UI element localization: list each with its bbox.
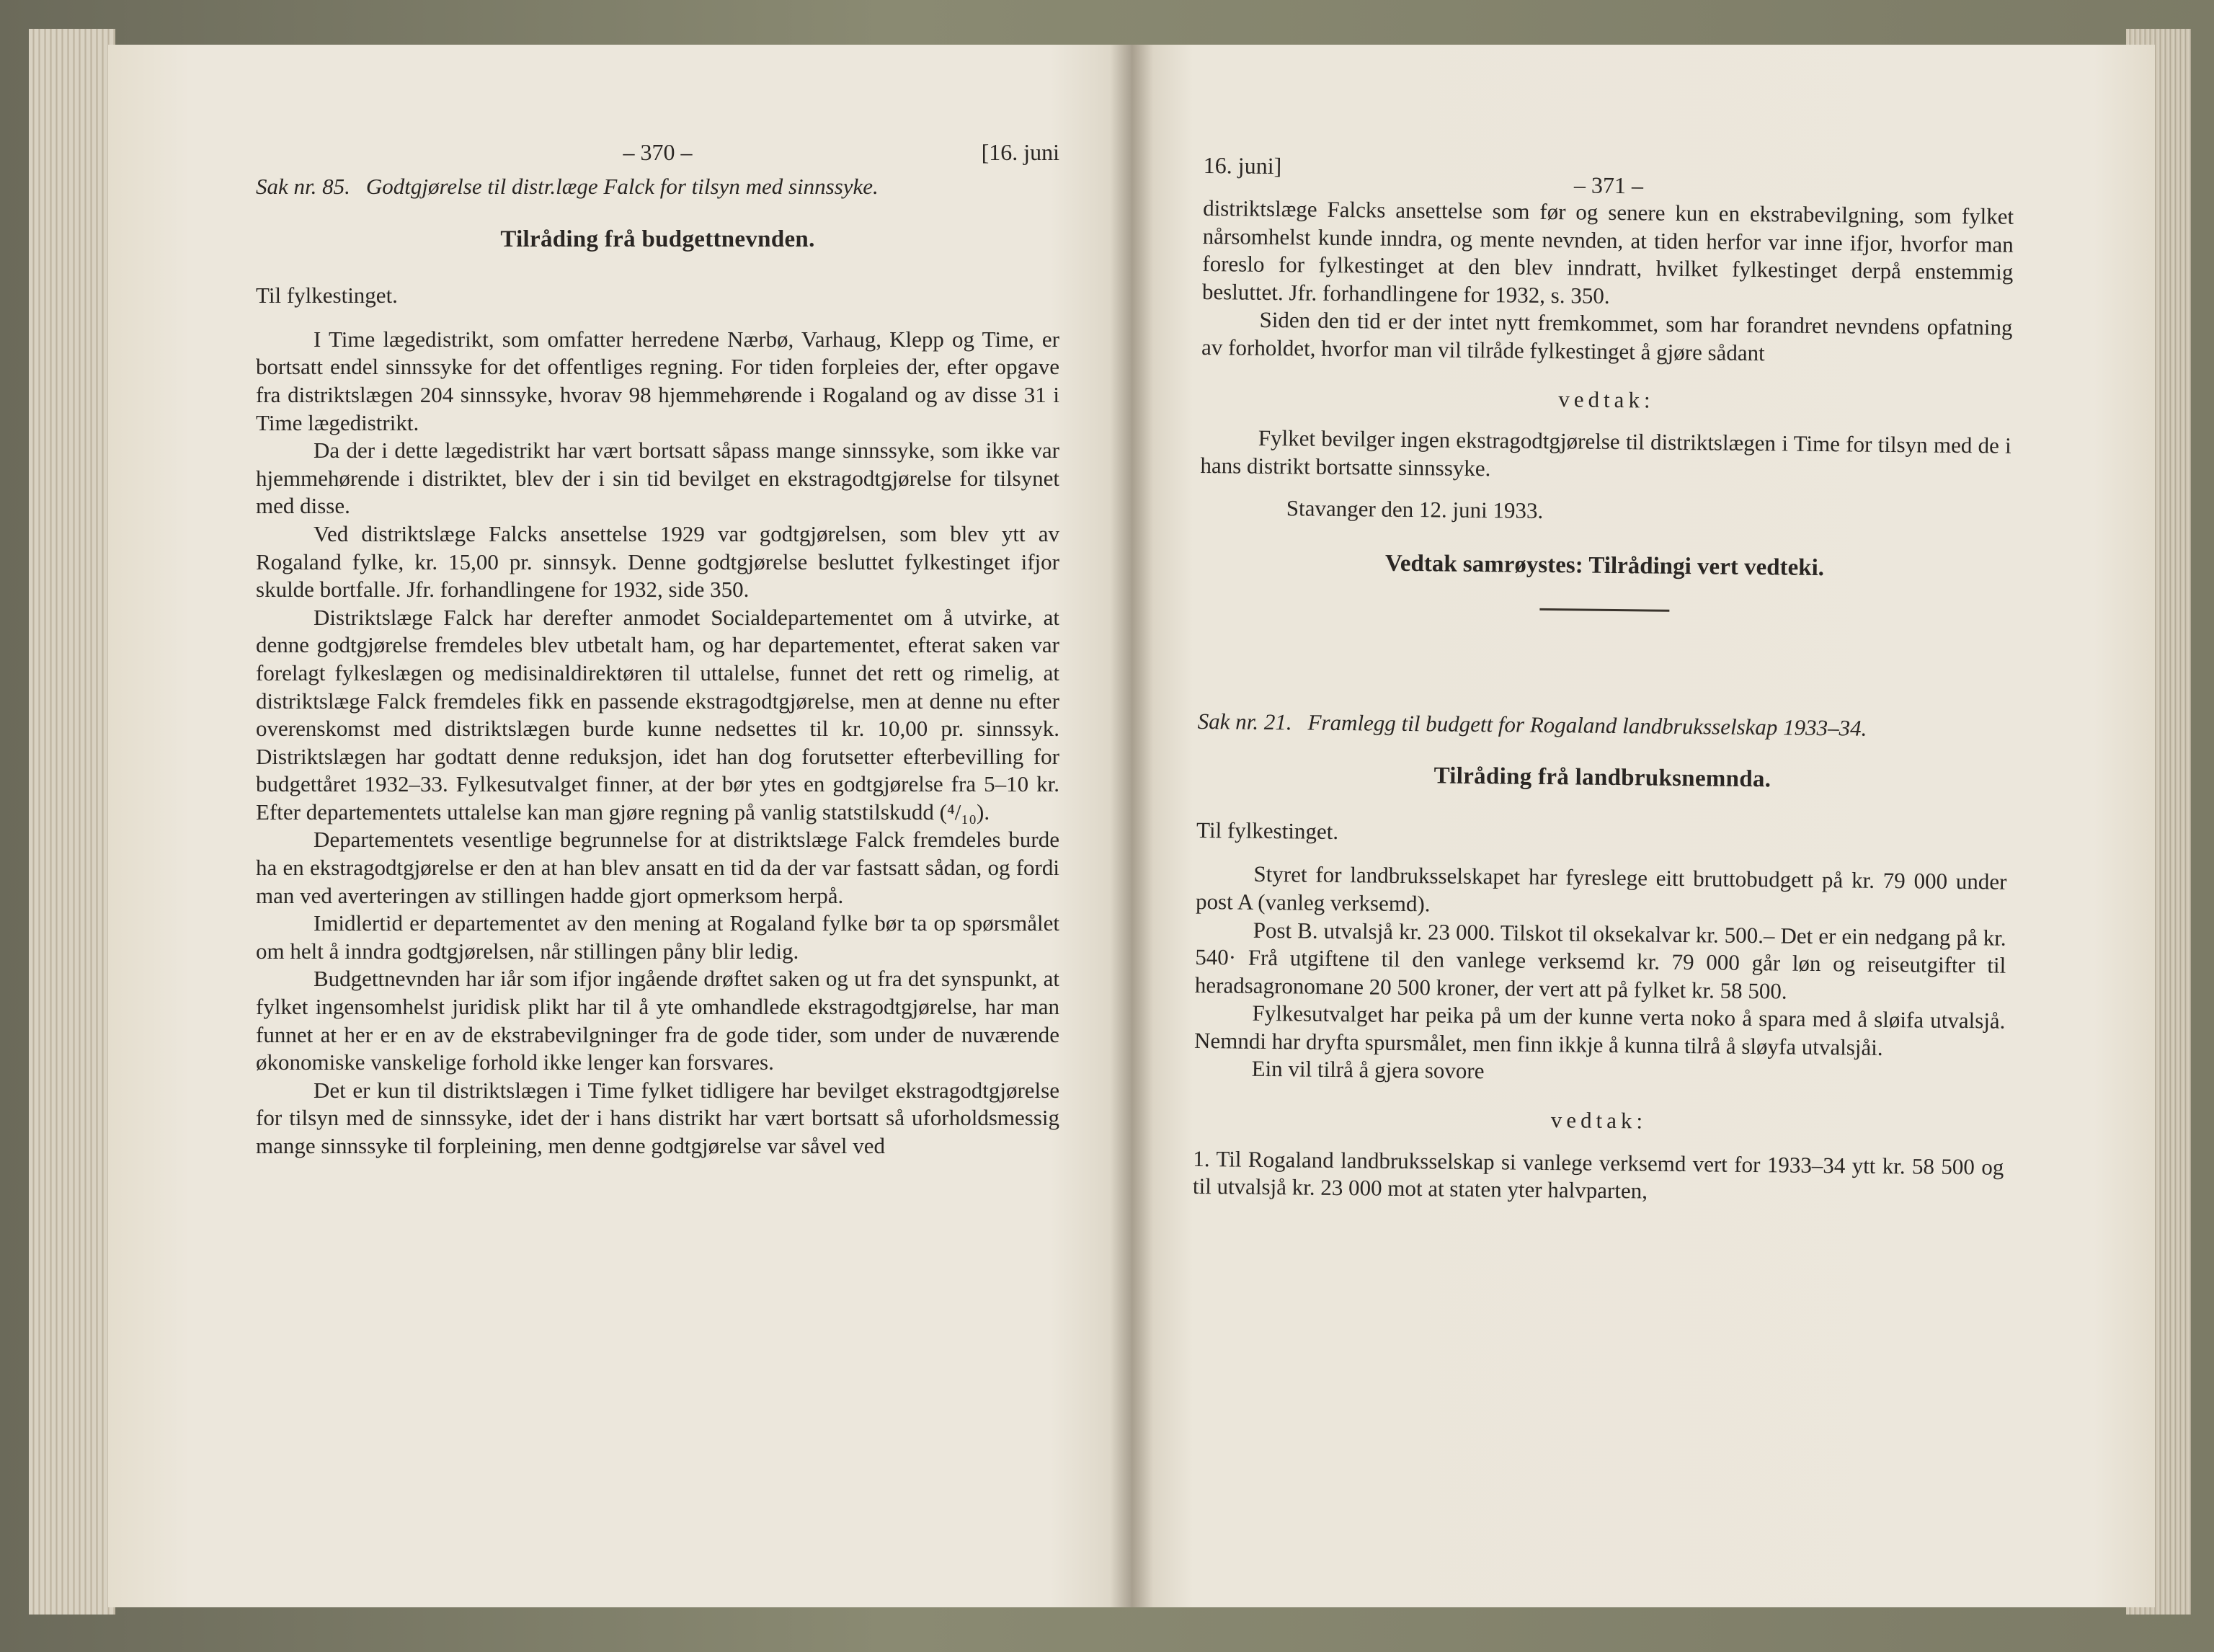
paragraph: Post B. utvalsjå kr. 23 000. Tilskot til oksekalvar kr. 500.– Det er ein nedgang på kr. 540· Frå utgiftene til den vanlege verksemd kr. 79 000 går løn og reiseutgifter til heradsagronomane 20 500 kroner, der vert att på fylket kr. 58 500. bbox=[1194, 917, 2006, 1004]
case-heading bbox=[256, 173, 1059, 201]
case-heading bbox=[1198, 707, 2009, 743]
case-subject: Godtgjørelse til distr.læge Falck for tilsyn med sinnssyke. bbox=[365, 174, 879, 199]
paragraph: Budgettnevnden har iår som ifjor ingående drøftet saken og ut fra det synspunkt, at fylket ingensomhelst juridisk plikt har til å yte omhandlede ekstragodtgjørelse, har man funnet at her er en av de ekstrabevilgninger fra de gode tider, som under de nuværende økonomiske vanskelige forhold ikke lenger kan forsvares. bbox=[256, 966, 1059, 1075]
signoff-date: Stavanger den 12. juni 1933. bbox=[1286, 495, 1544, 524]
case-label: Sak nr. 21. bbox=[1197, 708, 1292, 734]
final-decision: Vedtak samrøystes: Tilrådingi vert vedteki. bbox=[1384, 550, 1825, 581]
page-number: – 370 – bbox=[623, 139, 693, 165]
case-subject: Framlegg til budgett for Rogaland landbruksselskap 1933–34. bbox=[1307, 709, 1867, 741]
paragraph: Imidlertid er departementet av den mening at Rogaland fylke bør ta op spørsmålet om helt å inndra godtgjørelsen, når stillingen påny blir ledig. bbox=[256, 910, 1059, 964]
section-title: Tilråding frå budgettnevnden. bbox=[500, 226, 815, 252]
page-number: – 371 – bbox=[1573, 172, 1644, 199]
address-line: Til fylkestinget. bbox=[256, 283, 398, 308]
paragraph: distriktslæge Falcks ansettelse som før og senere kun en ekstrabevilgning, som fylket nårsomhelst kunde inndra, og mente nevnden, at tiden herfor var inne ifjor, hvorfor man foreslo for fylkestinget at den blev inndratt, hvilket fylkestinget derpå enstemmig besluttet. Jfr. forhandlingene for 1932, s. 350. bbox=[1201, 195, 2014, 308]
left-page-text bbox=[256, 130, 1059, 1160]
paragraph: Siden den tid er der intet nytt fremkommet, som har forandret nevndens opfatning av forholdet, hvorfor man vil tilråde fylkestinget å gjøre sådant bbox=[1201, 307, 2013, 366]
header-date: [16. juni bbox=[981, 139, 1059, 165]
paragraph: Departementets vesentlige begrunnelse for at distriktslæge Falck fremdeles burde ha en ekstragodtgjørelse er den at han blev ansatt en tid da der var fastsatt sådan, og fordi man ved averteringen av stillingen hadde gjort opmerksom herpå. bbox=[256, 827, 1059, 908]
section-divider bbox=[1539, 608, 1669, 611]
paragraph: Fylkesutvalget har peika på um der kunne verta noko å spara med å sløifa utvalsjå. Nemndi har dryfta spursmålet, men finn ikkje å kunna tilrå å sløyfa utvalsjåi. bbox=[1193, 1000, 2006, 1060]
right-page-header bbox=[1203, 151, 2014, 203]
right-page-text bbox=[1193, 151, 2014, 1209]
left-page-header bbox=[256, 130, 1059, 173]
paragraph: Ein vil tilrå å gjera sovore bbox=[1251, 1056, 1485, 1084]
paragraph: Styret for landbruksselskapet har fyreslege eitt bruttobudgett på kr. 79 000 under post A (vanleg verksemd). bbox=[1195, 861, 2007, 917]
address-line: Til fylkestinget. bbox=[1196, 817, 1339, 844]
book-gutter bbox=[1110, 45, 1153, 1607]
page-edges-left bbox=[29, 29, 115, 1615]
paragraph: I Time lægedistrikt, som omfatter herredene Nærbø, Varhaug, Klepp og Time, er bortsatt endel sinnssyke for det offentliges regning. For tiden forpleies der, efter opgave fra distriktslægen 204 sinnssyke, hvorav 98 hjemmehørende i Rogaland og av disse 31 i Time lægedistrikt. bbox=[256, 326, 1059, 435]
paragraph: Ved distriktslæge Falcks ansettelse 1929 var godtgjørelsen, som blev ytt av Rogaland fylke, kr. 15,00 pr. sinnsyk. Denne godtgjørelse besluttet fylkestinget ifjor skulde bortfalle. Jfr. forhandlingene for 1932, side 350. bbox=[256, 520, 1059, 603]
section-title: Tilråding frå landbruksnemnda. bbox=[1433, 763, 1771, 793]
paragraph: Distriktslæge Falck har derefter anmodet Socialdepartementet om å utvirke, at denne godtgjørelse fremdeles blev utbetalt ham, og har departementet, efterat saken var forelagt fylkeslægen og medisinaldirektøren til uttalelse, funnet det rett og rimelig, at distriktslæge Falck fremdeles fikk en passende ekstragodtgjørelse, men at denne nu efter overenskomst med distriktslægen burde kunne nedsettes til kr. 10,00 pr. sinnssyk. Distriktslægen har godtatt denne reduksjon, idet han dog forutsetter efterbevilling for budgettåret 1932–33. Fylkesutvalget finner, at der bør ytes en godtgjørelse fra 5–10 kr. Efter departementets uttalelse kan man gjøre regning på vanlig statstilskudd (⁴/₁₀). bbox=[256, 604, 1059, 825]
header-date: 16. juni] bbox=[1203, 151, 1282, 179]
vedtak-heading: vedtak: bbox=[1558, 386, 1655, 413]
resolution-item: 1. Til Rogaland landbruksselskap si vanlege verksemd vert for 1933–34 ytt kr. 58 500 og til utvalsjå kr. 23 000 mot at staten yter halvparten, bbox=[1192, 1145, 2004, 1204]
resolution-text: Fylket bevilger ingen ekstragodtgjørelse til distriktslægen i Time for tilsyn med de i hans distrikt bortsatte sinnssyke. bbox=[1200, 425, 2011, 481]
case-label: Sak nr. 85. bbox=[256, 174, 350, 199]
paragraph: Det er kun til distriktslægen i Time fylket tidligere har bevilget ekstragodtgjørelse for tilsyn med de sinnssyke, idet der i hans distrikt har vært bortsatt så uforholdsmessig mange sinnssyke til forpleining, men denne godtgjørelse var såvel ved bbox=[256, 1077, 1059, 1158]
vedtak-heading: vedtak: bbox=[1550, 1107, 1648, 1134]
paragraph: Da der i dette lægedistrikt har vært bortsatt såpass mange sinnssyke, som ikke var hjemmehørende i distriktet, blev der i sin tid bevilget en ekstragodtgjørelse for tilsynet med disse. bbox=[256, 438, 1059, 519]
